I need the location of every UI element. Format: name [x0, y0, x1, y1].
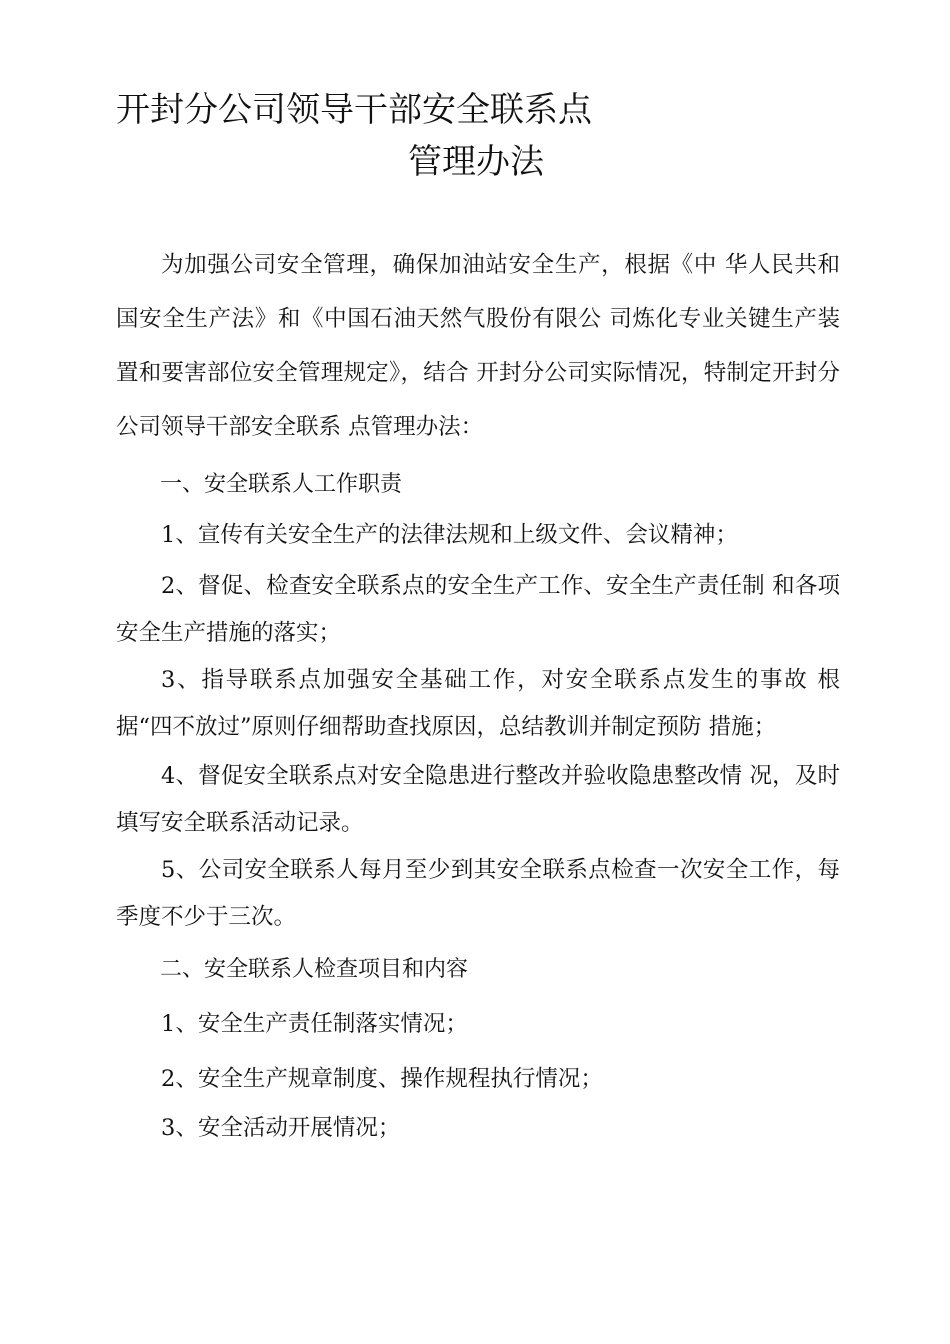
inspection-item-3: 3、安全活动开展情况； [161, 1115, 401, 1141]
inspection-item-1: 1、安全生产责任制落实情况； [161, 1011, 468, 1037]
section-heading-inspection: 二、安全联系人检查项目和内容 [160, 957, 469, 982]
duty-item-3: 3、指导联系点加强安全基础工作，对安全联系点发生的事故 根据“四不放过”原则仔细帮助查找原因，总结教训并制定预防 措施； [116, 667, 840, 740]
section-heading-duties: 一、安全联系人工作职责 [160, 472, 403, 497]
intro-paragraph: 为加强公司安全管理，确保加油站安全生产，根据《中 华人民共和国安全生产法》和《中国石油天然气股份有限公 司炼化专业关键生产装置和要害部位安全管理规定》，结合 开封分公司实际情况，特制定开封分公司领导干部安全联系 点管理办法： [116, 252, 840, 440]
duty-item-1: 1、宣传有关安全生产的法律法规和上级文件、会议精神； [161, 522, 738, 548]
document-body [116, 238, 840, 1152]
inspection-item-2: 2、安全生产规章制度、操作规程执行情况； [161, 1066, 603, 1092]
duty-item-4: 4、督促安全联系点对安全隐患进行整改并验收隐患整改情 况，及时填写安全联系活动记录。 [116, 763, 840, 836]
document-title-line2: 管理办法 [408, 142, 544, 182]
duty-item-5: 5、公司安全联系人每月至少到其安全联系点检查一次安全工作，每季度不少于三次。 [116, 857, 840, 930]
duty-item-2: 2、督促、检查安全联系点的安全生产工作、安全生产责任制 和各项安全生产措施的落实； [116, 573, 840, 646]
document-title-line1: 开封分公司领导干部安全联系点 [116, 90, 592, 130]
